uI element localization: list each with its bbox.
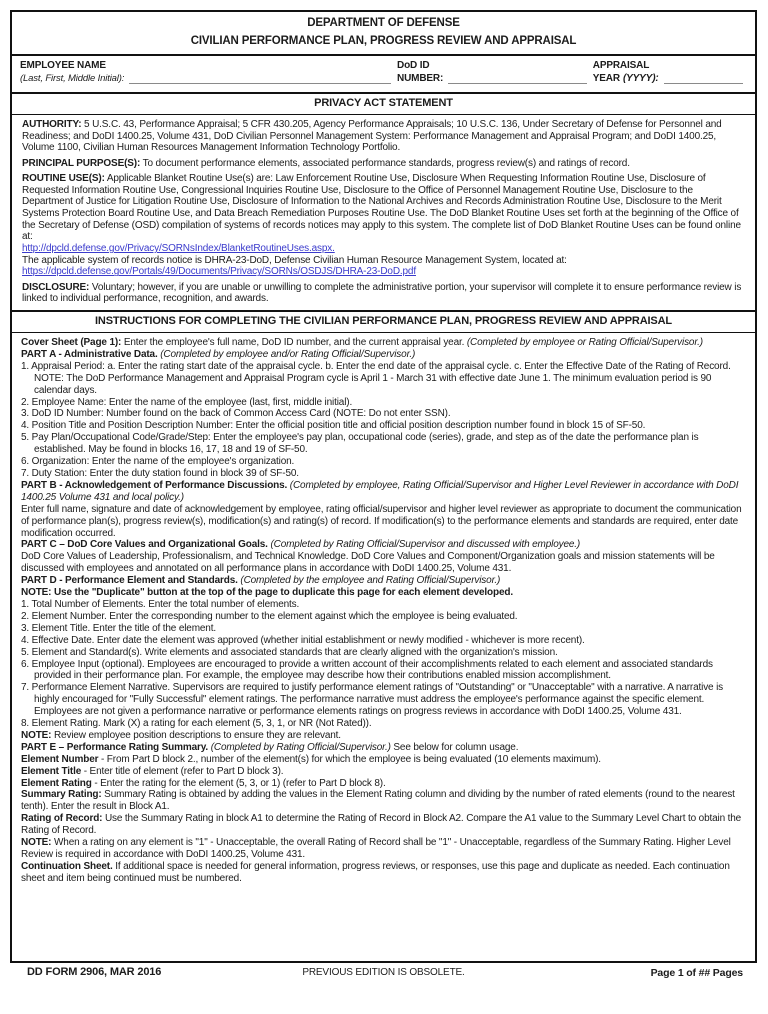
employee-name-field-group: [20, 60, 397, 85]
instructions-body: [12, 333, 755, 885]
instruction-paragraph: Cover Sheet (Page 1): Enter the employee's full name, DoD ID number, and the current appraisal year. (Completed by employee or Rating Official/Supervisor.): [21, 337, 703, 349]
instruction-paragraph: Summary Rating: Summary Rating is obtained by adding the values in the Element Rating column and dividing by the number of rated elements (round to the nearest tenth). Enter the result in Block A1.: [21, 789, 735, 813]
instruction-paragraph: DoD Core Values of Leadership, Professionalism, and Technical Knowledge. DoD Core Values and Component/Organization goals and mission statements will be discussed with employees and annotated on all performance plans in accordance with DoDI 1400.25, Volume 431.: [21, 551, 715, 575]
instructions-section: [12, 333, 755, 961]
employee-name-sublabel: (Last, First, Middle Initial):: [20, 73, 125, 84]
instructions-title: INSTRUCTIONS FOR COMPLETING THE CIVILIAN PERFORMANCE PLAN, PROGRESS REVIEW AND APPRAISAL: [12, 312, 755, 333]
instruction-paragraph: 7. Performance Element Narrative. Supervisors are required to justify performance element ratings of "Outstanding" or "Unacceptable" with a narrative. A narrative is highly encouraged for "Fully Successful" element ratings. The performance narrative must address the employee's performance against the specific element. Employees are not given a performance narrative or performance elements ratings on progress reviews in accordance with DoDI 1400.25, Volume 431.: [21, 682, 724, 718]
department-title: DEPARTMENT OF DEFENSE: [307, 17, 460, 29]
instruction-paragraph: PART E – Performance Rating Summary. (Completed by Rating Official/Supervisor.) See below for column usage.: [21, 741, 519, 753]
instruction-paragraph: 1. Appraisal Period: a. Enter the rating start date of the appraisal cycle. b. Enter the end date of the appraisal cycle. c. Enter the Effective Date of the Rating of Record. NOTE: The DoD Performance Management and Appraisal Program cycle is April 1 - March 31 with effective date June 1. The minimum evaluation period is 90 calendar days.: [21, 360, 731, 396]
sorn-link[interactable]: https://dpcld.defense.gov/Portals/49/Documents/Privacy/SORNs/OSDJS/DHRA-23-DoD.pdf: [22, 266, 416, 278]
page-number: Page 1 of ## Pages: [650, 967, 743, 979]
employee-name-label: EMPLOYEE NAME: [20, 60, 106, 71]
authority-text: 5 U.S.C. 43, Performance Appraisal; 5 CFR 430.205, Agency Performance Appraisals; 10 U.S.C. 136, Under Secretary of Defense for Personnel and Readiness; and DoDI 1400.25, Volume 431, DoD Civilian Personnel Management System: Performance Management and Appraisal Program; and DoDI 1400.25, Volume 1100, Civilian Human Resources Management Information Technology Portfolio.: [22, 119, 722, 154]
principal-purpose-label: PRINCIPAL PURPOSE(S):: [22, 157, 141, 169]
instruction-paragraph: 6. Organization: Enter the name of the employee's organization.: [21, 456, 295, 468]
instruction-paragraph: Element Rating - Enter the rating for the element (5, 3, or 1) (refer to Part D block 8).: [21, 777, 386, 789]
privacy-act-title: PRIVACY ACT STATEMENT: [12, 94, 755, 115]
instruction-paragraph: 3. Element Title. Enter the title of the element.: [21, 622, 216, 634]
instruction-paragraph: 8. Element Rating. Mark (X) a rating for each element (5, 3, 1, or NR (Not Rated)).: [21, 718, 372, 730]
instruction-paragraph: 1. Total Number of Elements. Enter the total number of elements.: [21, 598, 300, 610]
instruction-paragraph: 3. DoD ID Number: Number found on the back of Common Access Card (NOTE: Do not enter SSN).: [21, 408, 451, 420]
instruction-paragraph: 6. Employee Input (optional). Employees are encouraged to provide a written account of their accomplishments related to each element and associated standards provided in their performance plan. For example, the employee may describe how their contributions enabled mission accomplishment.: [21, 658, 713, 682]
appraisal-year-label: APPRAISAL: [592, 60, 650, 71]
instruction-paragraph: PART B - Acknowledgement of Performance Discussions. (Completed by employee, Rating Official/Supervisor and Higher Level Reviewer in accordance with DoDI 1400.25 Volume 431 and local policy.): [21, 479, 739, 503]
edition-note: PREVIOUS EDITION IS OBSOLETE.: [302, 967, 465, 978]
principal-purpose-text: To document performance elements, associated performance standards, progress review(s) and ratings of record.: [140, 157, 630, 169]
form-header: [12, 12, 755, 56]
form-footer: [10, 966, 757, 979]
disclosure-text: Voluntary; however, if you are unable or unwilling to complete the administrative portion, your supervisor will complete it to ensure performance review is linked to individual performance, recognition, and awards.: [22, 281, 742, 305]
form-number: DD FORM 2906, MAR 2016: [27, 966, 162, 978]
instruction-paragraph: 4. Effective Date. Enter date the element was approved (whether initial establishment or newly modified - whichever is more recent).: [21, 634, 585, 646]
employee-identification-row: [12, 56, 755, 94]
instruction-paragraph: Continuation Sheet. If additional space is needed for general information, progress reviews, or responses, use this page and duplicate as needed. Each continuation sheet and item being continued must be numbered.: [21, 860, 730, 884]
instruction-paragraph: 2. Element Number. Enter the corresponding number to the element against which the employee is being evaluated.: [21, 610, 518, 622]
appraisal-year-input-line[interactable]: [664, 73, 743, 84]
routine-use-paragraph: [22, 173, 745, 278]
instruction-paragraph: 7. Duty Station: Enter the duty station found in block 39 of SF-50.: [21, 468, 299, 480]
dod-id-label: DoD ID: [397, 60, 430, 71]
instruction-paragraph: PART A - Administrative Data. (Completed by employee and/or Rating Official/Supervisor.): [21, 348, 416, 360]
authority-paragraph: [22, 119, 745, 154]
routine-use-label: ROUTINE USE(S):: [22, 172, 105, 184]
instruction-paragraph: Enter full name, signature and date of acknowledgement by employee, rating official/supervisor and higher level reviewer as appropriate to document the communication of performance plan(s), progress review(s), modification(s) and rating(s) of record. If modification(s) to the performance elements and standards are required, enter date modification occurred.: [21, 503, 742, 539]
instruction-paragraph: Rating of Record: Use the Summary Rating in block A1 to determine the Rating of Record in Block A2. Compare the A1 value to the Summary Level Chart to obtain the Rating of Record.: [21, 813, 742, 837]
disclosure-paragraph: [22, 282, 745, 305]
blanket-routine-uses-link[interactable]: http://dpcld.defense.gov/Privacy/SORNsIndex/BlanketRoutineUses.aspx.: [22, 243, 335, 255]
instruction-paragraph: 5. Element and Standard(s). Write elements and associated standards that are clearly aligned with the organization's mission.: [21, 646, 558, 658]
instruction-paragraph: 2. Employee Name: Enter the name of the employee (last, first, middle initial).: [21, 396, 353, 408]
appraisal-year-field-group: [593, 60, 745, 85]
instruction-paragraph: Element Title - Enter title of element (refer to Part D block 3).: [21, 765, 284, 777]
form-title: CIVILIAN PERFORMANCE PLAN, PROGRESS REVIEW AND APPRAISAL: [190, 35, 577, 47]
appraisal-year-label-line2: YEAR: [592, 73, 620, 84]
appraisal-year-format-hint: (YYYY):: [622, 73, 659, 84]
disclosure-label: DISCLOSURE:: [22, 281, 90, 293]
dod-id-field-group: [397, 60, 593, 85]
instruction-paragraph: 5. Pay Plan/Occupational Code/Grade/Step: Enter the employee's pay plan, occupational code (series), grade, and step as of the date the performance plan is established. May be found in blocks 16, 17, 18 and 19 of SF-50.: [21, 432, 699, 456]
instruction-paragraph: Element Number - From Part D block 2., number of the element(s) for which the employee is being evaluated (10 elements maximum).: [21, 753, 601, 765]
instruction-paragraph: NOTE: When a rating on any element is "1" - Unacceptable, the overall Rating of Record shall be "1" - Unacceptable, regardless of the Summary Rating. Higher Level Review is required in accordance with DoDI 1400.25, Volume 431.: [21, 837, 731, 861]
form-page: [10, 10, 757, 963]
instruction-paragraph: PART D - Performance Element and Standards. (Completed by the employee and Rating Official/Supervisor.): [21, 575, 501, 587]
privacy-act-body: [12, 115, 755, 312]
employee-name-input-line[interactable]: [129, 73, 391, 84]
instruction-paragraph: 4. Position Title and Position Description Number: Enter the official position title and official position description number found in block 15 of SF-50.: [21, 420, 646, 432]
routine-use-text: Applicable Blanket Routine Use(s) are: Law Enforcement Routine Use, Disclosure When Requesting Information Routine Use, Disclosure of Requested Information Routine Use, Congressional Inquiries Routine Use, Disclosure to the Office of Personnel Management Routine Use, Disclosure to the Department of Justice for Litigation Routine Use, Disclosure of Information to the National Archives and Records Administration Routine Use, Disclosure to the Merit Systems Protection Board Routine Use, and Data Breach Remediation Purposes Routine Use. The DoD Blanket Routine Uses set forth at the beginning of the Office of the Secretary of Defense (OSD) compilation of systems of records notices may apply to this system. The complete list of DoD Blanket Routine Uses can be found online at:: [22, 172, 741, 243]
dod-id-input-line[interactable]: [448, 73, 587, 84]
instruction-paragraph: NOTE: Review employee position descriptions to ensure they are relevant.: [21, 729, 341, 741]
instruction-paragraph: PART C – DoD Core Values and Organizational Goals. (Completed by Rating Official/Supervisor and discussed with employee.): [21, 539, 581, 551]
instruction-paragraph: NOTE: Use the "Duplicate" button at the top of the page to duplicate this page for each element developed.: [21, 587, 513, 599]
authority-label: AUTHORITY:: [22, 119, 82, 130]
dod-id-label-line2: NUMBER:: [397, 73, 444, 84]
sorn-text: The applicable system of records notice is DHRA-23-DoD, Defense Civilian Human Resource Management System, located at:: [22, 254, 567, 266]
principal-purpose-paragraph: [22, 158, 745, 170]
